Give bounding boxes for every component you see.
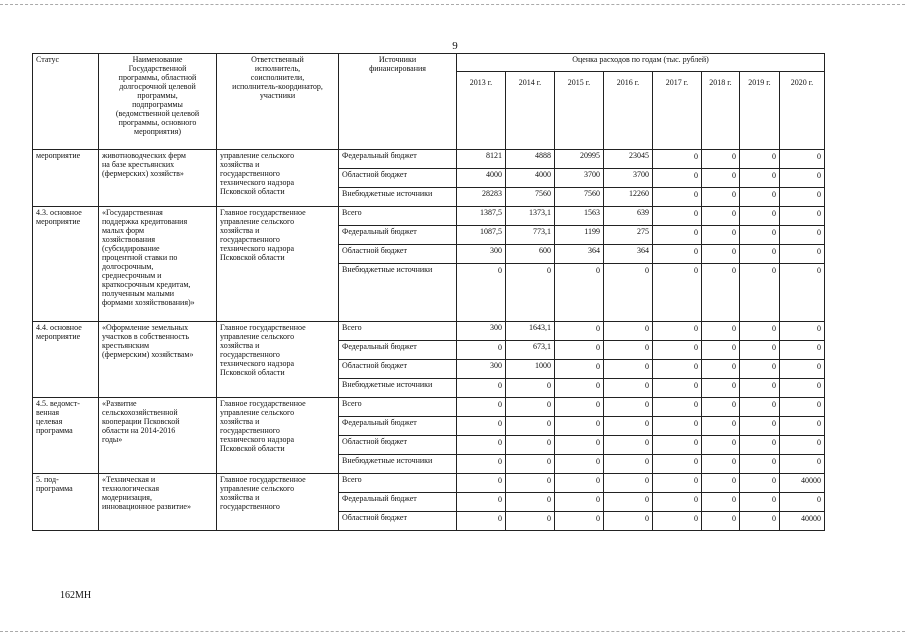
value-cell: 1373,1 (506, 207, 555, 226)
funding-source: Областной бюджет (339, 436, 457, 455)
value-cell: 0 (506, 379, 555, 398)
value-cell: 0 (740, 341, 780, 360)
value-cell: 0 (780, 436, 825, 455)
value-cell: 275 (604, 226, 653, 245)
value-cell: 0 (653, 512, 702, 531)
value-cell: 0 (780, 455, 825, 474)
funding-source: Федеральный бюджет (339, 417, 457, 436)
value-cell: 0 (506, 398, 555, 417)
value-cell: 0 (780, 188, 825, 207)
funding-source: Всего (339, 322, 457, 341)
value-cell: 0 (702, 226, 740, 245)
value-cell: 0 (780, 493, 825, 512)
funding-source: Внебюджетные источники (339, 379, 457, 398)
group-name: «Развитие сельскохозяйственной кооперации Псковской области на 2014-2016 годы» (99, 398, 217, 474)
header-estimate: Оценка расходов по годам (тыс. рублей) (457, 54, 825, 72)
value-cell: 300 (457, 245, 506, 264)
header-year: 2017 г. (653, 72, 702, 150)
page-number: 9 (452, 40, 458, 52)
value-cell: 0 (653, 341, 702, 360)
table-row (33, 150, 825, 169)
value-cell: 0 (604, 398, 653, 417)
page-bottom-edge (0, 631, 905, 632)
group-responsible: Главное государственное управление сельского хозяйства и государственного технического надзора Псковской области (217, 322, 339, 398)
value-cell: 0 (702, 360, 740, 379)
funding-source: Федеральный бюджет (339, 493, 457, 512)
header-sources: Источники финансирования (339, 54, 457, 150)
value-cell: 0 (702, 207, 740, 226)
group-status: мероприятие (33, 150, 99, 207)
value-cell: 0 (604, 512, 653, 531)
value-cell: 28283 (457, 188, 506, 207)
value-cell: 0 (653, 417, 702, 436)
value-cell: 0 (740, 207, 780, 226)
group-name: животноводческих ферм на базе крестьянских (фермерских) хозяйств» (99, 150, 217, 207)
value-cell: 300 (457, 360, 506, 379)
value-cell: 0 (702, 379, 740, 398)
funding-source: Всего (339, 398, 457, 417)
funding-source: Областной бюджет (339, 512, 457, 531)
header-year: 2014 г. (506, 72, 555, 150)
value-cell: 0 (740, 169, 780, 188)
value-cell: 0 (555, 398, 604, 417)
value-cell: 0 (604, 379, 653, 398)
group-responsible: Главное государственное управление сельского хозяйства и государственного технического надзора Псковской области (217, 207, 339, 322)
value-cell: 364 (604, 245, 653, 264)
value-cell: 773,1 (506, 226, 555, 245)
value-cell: 1199 (555, 226, 604, 245)
value-cell: 0 (702, 493, 740, 512)
value-cell: 0 (506, 455, 555, 474)
value-cell: 0 (780, 207, 825, 226)
value-cell: 0 (702, 436, 740, 455)
value-cell: 0 (702, 264, 740, 322)
value-cell: 0 (780, 360, 825, 379)
footer-code: 162МН (60, 590, 92, 601)
value-cell: 0 (604, 322, 653, 341)
header-year: 2020 г. (780, 72, 825, 150)
value-cell: 20995 (555, 150, 604, 169)
value-cell: 0 (604, 360, 653, 379)
value-cell: 0 (653, 245, 702, 264)
value-cell: 0 (555, 455, 604, 474)
value-cell: 0 (653, 379, 702, 398)
value-cell: 0 (702, 169, 740, 188)
value-cell: 0 (740, 379, 780, 398)
group-status: 5. под- программа (33, 474, 99, 531)
value-cell: 0 (702, 474, 740, 493)
group-responsible: управление сельского хозяйства и государственного технического надзора Псковской области (217, 150, 339, 207)
funding-source: Областной бюджет (339, 360, 457, 379)
value-cell: 0 (740, 188, 780, 207)
group-status: 4.3. основное мероприятие (33, 207, 99, 322)
value-cell: 0 (555, 493, 604, 512)
value-cell: 0 (740, 474, 780, 493)
value-cell: 0 (506, 264, 555, 322)
funding-source: Всего (339, 474, 457, 493)
value-cell: 600 (506, 245, 555, 264)
value-cell: 0 (740, 398, 780, 417)
value-cell: 0 (653, 264, 702, 322)
value-cell: 0 (780, 264, 825, 322)
value-cell: 0 (604, 436, 653, 455)
value-cell: 1000 (506, 360, 555, 379)
funding-source: Внебюджетные источники (339, 264, 457, 322)
value-cell: 0 (653, 207, 702, 226)
header-year: 2018 г. (702, 72, 740, 150)
value-cell: 0 (457, 455, 506, 474)
value-cell: 0 (457, 341, 506, 360)
funding-source: Всего (339, 207, 457, 226)
value-cell: 0 (653, 493, 702, 512)
table-row (33, 207, 825, 226)
value-cell: 0 (604, 493, 653, 512)
value-cell: 0 (555, 474, 604, 493)
funding-source: Федеральный бюджет (339, 341, 457, 360)
value-cell: 0 (780, 226, 825, 245)
value-cell: 4888 (506, 150, 555, 169)
value-cell: 3700 (555, 169, 604, 188)
value-cell: 0 (506, 417, 555, 436)
group-responsible: Главное государственное управление сельского хозяйства и государственного технического надзора Псковской области (217, 398, 339, 474)
value-cell: 0 (780, 341, 825, 360)
value-cell: 0 (780, 150, 825, 169)
value-cell: 0 (555, 379, 604, 398)
funding-source: Федеральный бюджет (339, 150, 457, 169)
value-cell: 0 (740, 512, 780, 531)
value-cell: 0 (506, 474, 555, 493)
value-cell: 0 (780, 322, 825, 341)
value-cell: 40000 (780, 474, 825, 493)
value-cell: 0 (740, 436, 780, 455)
value-cell: 4000 (506, 169, 555, 188)
value-cell: 0 (702, 417, 740, 436)
value-cell: 300 (457, 322, 506, 341)
value-cell: 0 (604, 455, 653, 474)
value-cell: 0 (457, 493, 506, 512)
value-cell: 0 (653, 360, 702, 379)
value-cell: 0 (604, 474, 653, 493)
group-status: 4.5. ведомст- венная целевая программа (33, 398, 99, 474)
value-cell: 0 (653, 398, 702, 417)
budget-table (32, 53, 825, 531)
value-cell: 0 (457, 436, 506, 455)
funding-source: Федеральный бюджет (339, 226, 457, 245)
value-cell: 1643,1 (506, 322, 555, 341)
value-cell: 0 (702, 322, 740, 341)
funding-source: Внебюджетные источники (339, 455, 457, 474)
value-cell: 0 (604, 417, 653, 436)
value-cell: 0 (740, 493, 780, 512)
value-cell: 0 (506, 493, 555, 512)
value-cell: 0 (506, 436, 555, 455)
value-cell: 673,1 (506, 341, 555, 360)
value-cell: 0 (555, 512, 604, 531)
value-cell: 0 (457, 398, 506, 417)
header-year: 2013 г. (457, 72, 506, 150)
table-row (33, 474, 825, 493)
value-cell: 0 (555, 360, 604, 379)
value-cell: 0 (702, 398, 740, 417)
value-cell: 3700 (604, 169, 653, 188)
value-cell: 40000 (780, 512, 825, 531)
value-cell: 0 (555, 264, 604, 322)
group-status: 4.4. основное мероприятие (33, 322, 99, 398)
value-cell: 0 (740, 417, 780, 436)
header-responsible: Ответственный исполнитель, соисполнители, исполнитель-координатор, участники (217, 54, 339, 150)
group-name: «Оформление земельных участков в собственность крестьянским (фермерским) хозяйствам» (99, 322, 217, 398)
page-top-edge (0, 4, 905, 5)
value-cell: 0 (555, 322, 604, 341)
value-cell: 0 (702, 245, 740, 264)
value-cell: 0 (740, 322, 780, 341)
funding-source: Внебюджетные источники (339, 188, 457, 207)
value-cell: 0 (740, 360, 780, 379)
value-cell: 0 (702, 341, 740, 360)
value-cell: 0 (457, 474, 506, 493)
value-cell: 7560 (555, 188, 604, 207)
value-cell: 0 (780, 169, 825, 188)
value-cell: 0 (457, 379, 506, 398)
group-responsible: Главное государственное управление сельского хозяйства и государственного (217, 474, 339, 531)
value-cell: 0 (555, 436, 604, 455)
value-cell: 7560 (506, 188, 555, 207)
value-cell: 0 (555, 417, 604, 436)
header-name: Наименование Государственной программы, областной долгосрочной целевой программы, подпрограммы (ведомственной целевой программы, основного мероприятия) (99, 54, 217, 150)
group-name: «Государственная поддержка кредитования малых форм хозяйствования (субсидирование процентной ставки по долгосрочным, среднесрочным и краткосрочным кредитам, полученным малыми формами хозяйствования)» (99, 207, 217, 322)
value-cell: 0 (653, 474, 702, 493)
header-year: 2015 г. (555, 72, 604, 150)
value-cell: 0 (780, 398, 825, 417)
funding-source: Областной бюджет (339, 169, 457, 188)
value-cell: 0 (653, 455, 702, 474)
value-cell: 0 (653, 169, 702, 188)
value-cell: 0 (653, 226, 702, 245)
header-year: 2016 г. (604, 72, 653, 150)
value-cell: 8121 (457, 150, 506, 169)
value-cell: 23045 (604, 150, 653, 169)
value-cell: 0 (740, 455, 780, 474)
value-cell: 639 (604, 207, 653, 226)
value-cell: 364 (555, 245, 604, 264)
value-cell: 0 (702, 455, 740, 474)
header-year: 2019 г. (740, 72, 780, 150)
value-cell: 0 (702, 188, 740, 207)
value-cell: 0 (653, 436, 702, 455)
value-cell: 0 (780, 379, 825, 398)
value-cell: 0 (740, 264, 780, 322)
value-cell: 0 (653, 322, 702, 341)
value-cell: 0 (653, 150, 702, 169)
value-cell: 0 (702, 512, 740, 531)
value-cell: 4000 (457, 169, 506, 188)
value-cell: 0 (653, 188, 702, 207)
value-cell: 0 (780, 417, 825, 436)
value-cell: 0 (604, 264, 653, 322)
value-cell: 0 (506, 512, 555, 531)
value-cell: 0 (702, 150, 740, 169)
value-cell: 0 (740, 245, 780, 264)
value-cell: 1563 (555, 207, 604, 226)
group-name: «Техническая и технологическая модернизация, инновационное развитие» (99, 474, 217, 531)
header-status: Статус (33, 54, 99, 150)
funding-source: Областной бюджет (339, 245, 457, 264)
value-cell: 0 (740, 150, 780, 169)
table-row (33, 322, 825, 341)
value-cell: 1387,5 (457, 207, 506, 226)
value-cell: 0 (457, 264, 506, 322)
value-cell: 0 (780, 245, 825, 264)
value-cell: 0 (457, 512, 506, 531)
value-cell: 0 (604, 341, 653, 360)
value-cell: 1087,5 (457, 226, 506, 245)
value-cell: 12260 (604, 188, 653, 207)
table-row (33, 398, 825, 417)
value-cell: 0 (457, 417, 506, 436)
value-cell: 0 (740, 226, 780, 245)
value-cell: 0 (555, 341, 604, 360)
